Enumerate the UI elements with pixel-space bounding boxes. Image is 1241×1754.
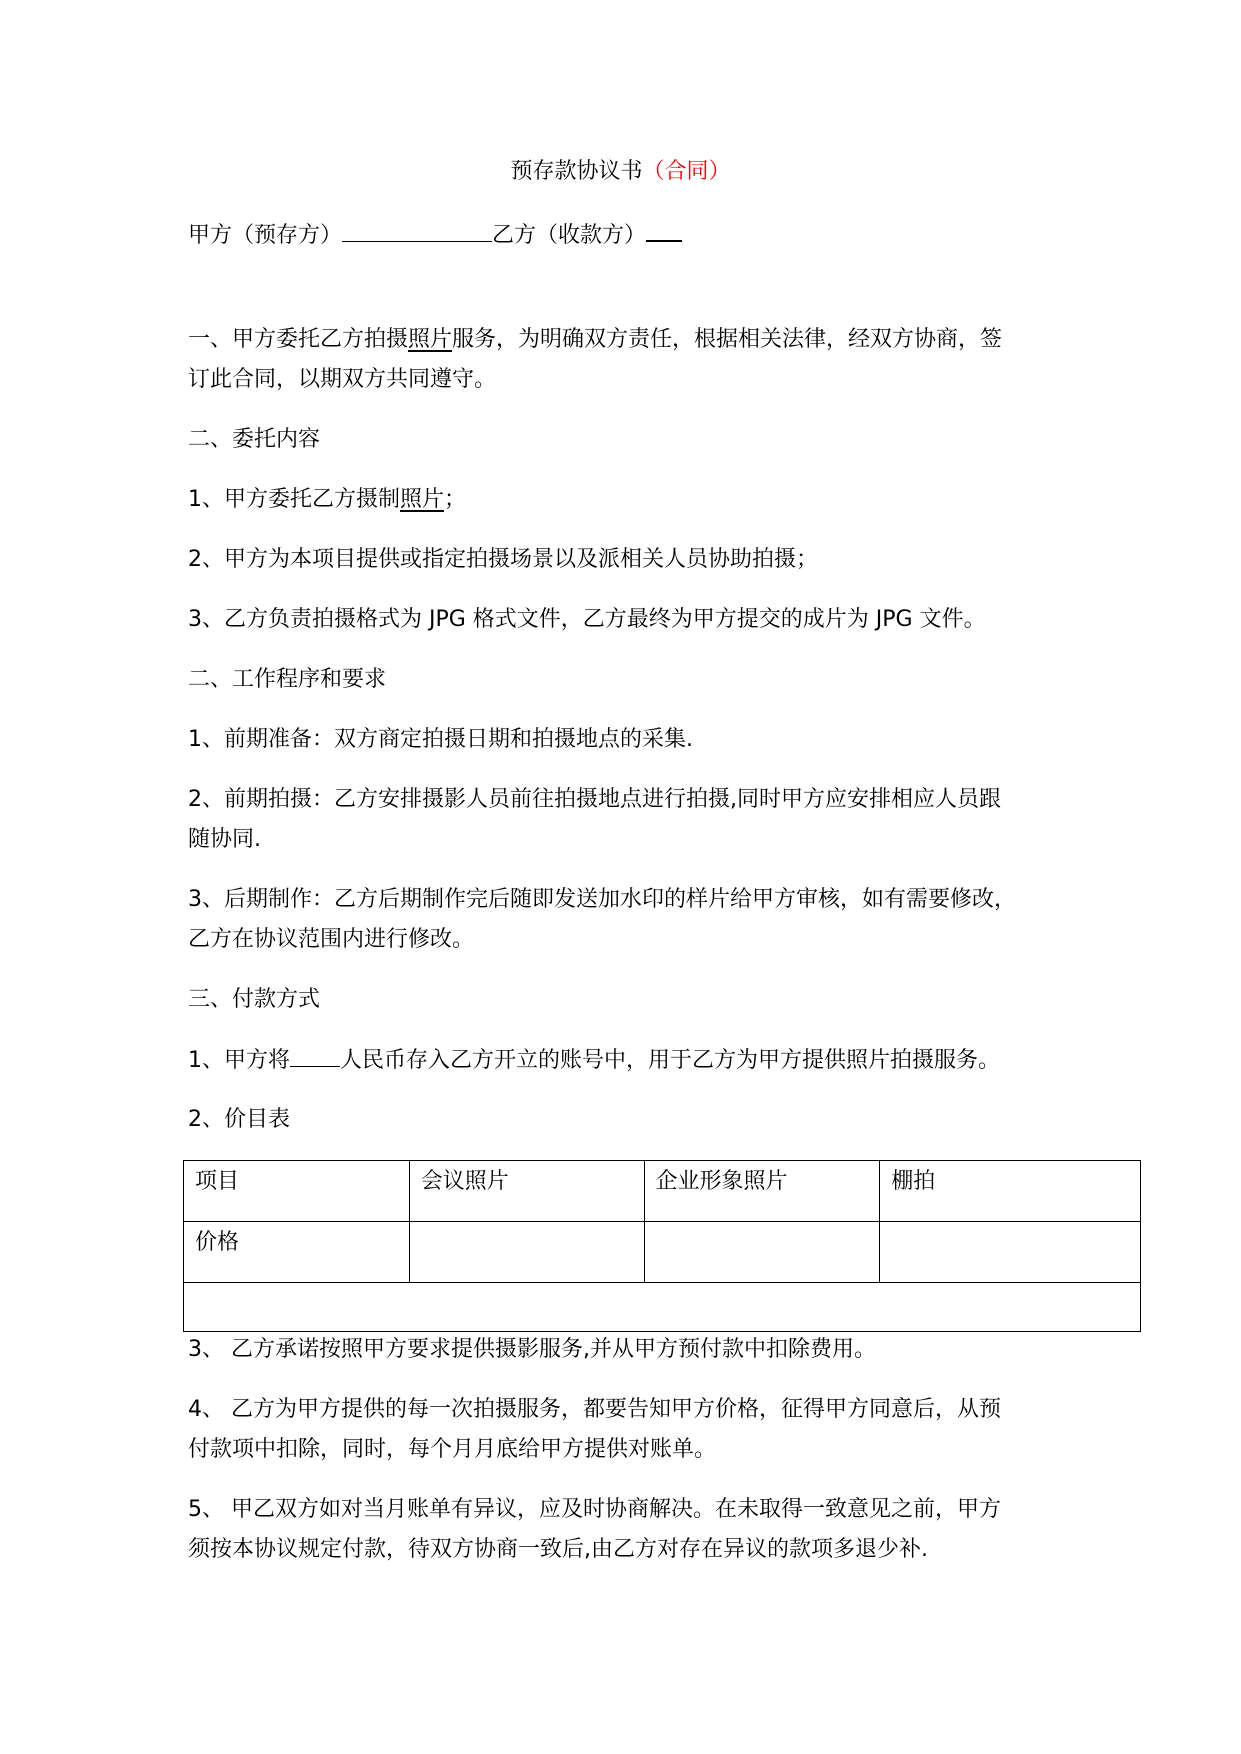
procedure-item-3-line-1: 3、后期制作：乙方后期制作完后随即发送加水印的样片给甲方审核，如有需要修改，: [188, 887, 1016, 912]
table-row: [184, 1283, 1141, 1332]
party-b-blank[interactable]: [646, 214, 682, 242]
table-header-cell: 棚拍: [880, 1161, 1141, 1222]
table-header-cell: 企业形象照片: [644, 1161, 880, 1222]
payment-item-1: [188, 1040, 1000, 1081]
procedure-item-2-line-2: 随协同.: [188, 827, 261, 852]
delegate-item-1-post: ；: [444, 487, 467, 512]
table-row-label: 价格: [184, 1222, 410, 1283]
table-cell[interactable]: [409, 1222, 644, 1283]
section-heading-procedure: 二、工作程序和要求: [188, 667, 387, 692]
delegate-item-1-pre: 1、甲方委托乙方摄制: [188, 487, 400, 512]
payment-item-1-pre: 1、甲方将: [188, 1048, 290, 1073]
party-a-label: 甲方（预存方）: [188, 223, 343, 248]
table-row: [184, 1161, 1141, 1222]
payment-item-4-line-2: 付款项中扣除，同时，每个月月底给甲方提供对账单。: [188, 1437, 717, 1462]
table-row: [184, 1222, 1141, 1283]
payment-item-5-line-1: 5、 甲乙双方如对当月账单有异议，应及时协商解决。在未取得一致意见之前，甲方: [188, 1497, 1001, 1522]
title-paren: （合同）: [642, 159, 731, 184]
payment-item-4-line-1: 4、 乙方为甲方提供的每一次拍摄服务，都要告知甲方价格，征得甲方同意后，从预: [188, 1397, 1001, 1422]
section-heading-delegate: 二、委托内容: [188, 427, 321, 452]
intro-line-2: 订此合同，以期双方共同遵守。: [188, 367, 497, 392]
table-header-cell: 会议照片: [409, 1161, 644, 1222]
intro-text-underlined: 照片: [408, 327, 453, 352]
delegate-item-2: 2、甲方为本项目提供或指定拍摄场景以及派相关人员协助拍摄；: [188, 547, 818, 572]
table-header-cell: 项目: [184, 1161, 410, 1222]
payment-item-3: 3、 乙方承诺按照甲方要求提供摄影服务,并从甲方预付款中扣除费用。: [188, 1337, 876, 1362]
table-cell[interactable]: [644, 1222, 880, 1283]
table-cell[interactable]: [184, 1283, 1141, 1332]
parties-line: [188, 214, 682, 256]
procedure-item-2-line-1: 2、前期拍摄：乙方安排摄影人员前往拍摄地点进行拍摄,同时甲方应安排相应人员跟: [188, 787, 1001, 812]
party-a-blank[interactable]: [342, 215, 492, 242]
intro-line-1: [188, 320, 1002, 360]
section-heading-payment: 三、付款方式: [188, 987, 321, 1012]
payment-item-1-post: 人民币存入乙方开立的账号中，用于乙方为甲方提供照片拍摄服务。: [340, 1048, 1001, 1073]
delegate-item-1: [188, 480, 466, 520]
intro-text-post: 服务，为明确双方责任，根据相关法律，经双方协商，签: [452, 327, 1003, 352]
delegate-item-3: 3、乙方负责拍摄格式为 JPG 格式文件，乙方最终为甲方提交的成片为 JPG 文件。: [188, 607, 986, 632]
delegate-item-1-underlined: 照片: [400, 487, 445, 512]
table-cell[interactable]: [880, 1222, 1141, 1283]
payment-item-2: 2、价目表: [188, 1107, 290, 1132]
procedure-item-3-line-2: 乙方在协议范围内进行修改。: [188, 927, 475, 952]
document-title: [0, 152, 1241, 192]
price-table: [183, 1160, 1141, 1332]
payment-item-5-line-2: 须按本协议规定付款，待双方协商一致后,由乙方对存在异议的款项多退少补.: [188, 1537, 928, 1562]
procedure-item-1: 1、前期准备：双方商定拍摄日期和拍摄地点的采集.: [188, 727, 693, 752]
payment-amount-blank[interactable]: [290, 1040, 340, 1067]
intro-text-pre: 一、甲方委托乙方拍摄: [188, 327, 409, 352]
party-b-label: 乙方（收款方）: [492, 223, 647, 248]
title-main: 预存款协议书: [510, 159, 643, 184]
